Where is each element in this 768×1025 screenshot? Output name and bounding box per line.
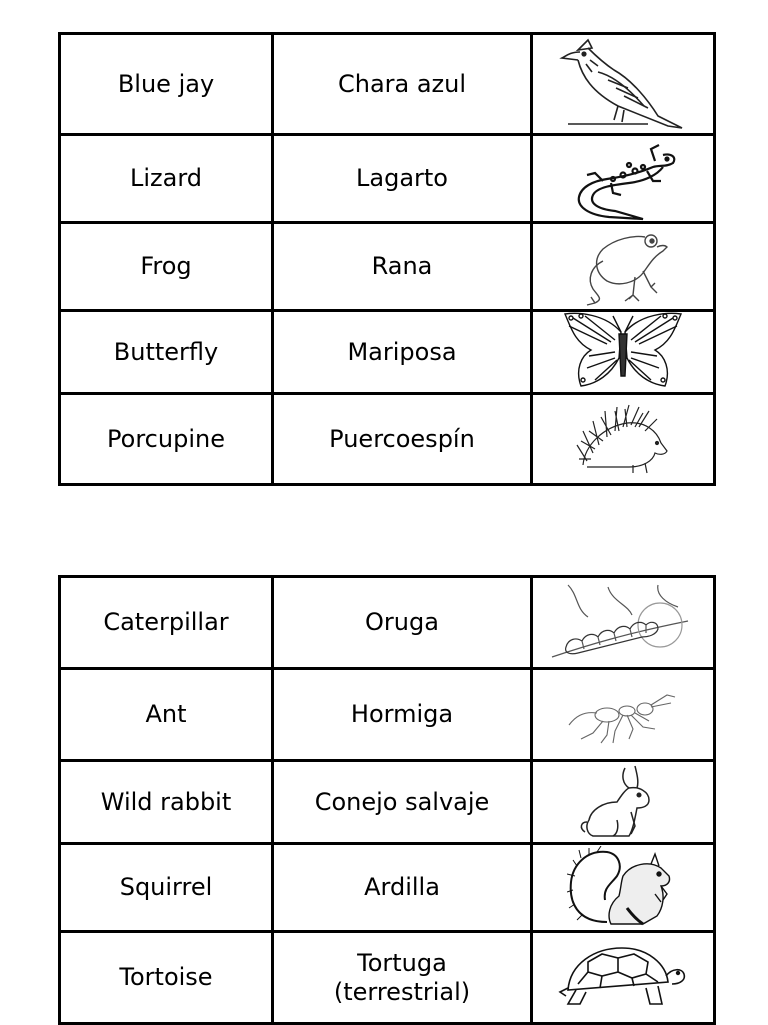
english-word: Ant: [60, 669, 273, 761]
table-row: [60, 135, 715, 223]
spanish-word: Ardilla: [273, 844, 532, 932]
tortoise-icon: [558, 940, 688, 1016]
butterfly-icon: [561, 312, 685, 392]
table-row: [60, 761, 715, 844]
porcupine-icon: [573, 401, 673, 477]
animal-picture: [532, 223, 715, 311]
vocabulary-table-2: [58, 575, 716, 1025]
english-word: Butterfly: [60, 311, 273, 394]
table-row: [60, 311, 715, 394]
english-word: Lizard: [60, 135, 273, 223]
table-row: [60, 223, 715, 311]
table-row: [60, 394, 715, 485]
animal-picture: [532, 394, 715, 485]
english-word: Tortoise: [60, 932, 273, 1024]
frog-icon: [573, 227, 673, 307]
caterpillar-icon: [548, 581, 698, 665]
animal-picture: [532, 577, 715, 669]
english-word: Blue jay: [60, 34, 273, 135]
spanish-word: Oruga: [273, 577, 532, 669]
blue-jay-icon: [558, 36, 688, 132]
table-row: [60, 844, 715, 932]
spanish-word: [273, 932, 532, 1024]
vocabulary-table-1: [58, 32, 716, 486]
spanish-word-line-1: Tortuga: [357, 948, 447, 977]
ant-icon: [563, 677, 683, 753]
table-row: [60, 932, 715, 1024]
spanish-word: Rana: [273, 223, 532, 311]
spanish-word: Conejo salvaje: [273, 761, 532, 844]
spanish-word: Lagarto: [273, 135, 532, 223]
animal-picture: [532, 34, 715, 135]
animal-picture: [532, 669, 715, 761]
spanish-word: Mariposa: [273, 311, 532, 394]
english-word: Caterpillar: [60, 577, 273, 669]
english-word: Frog: [60, 223, 273, 311]
english-word: Squirrel: [60, 844, 273, 932]
english-word: Wild rabbit: [60, 761, 273, 844]
animal-picture: [532, 932, 715, 1024]
spanish-word: Puercoespín: [273, 394, 532, 485]
spanish-word: Chara azul: [273, 34, 532, 135]
spanish-word: Hormiga: [273, 669, 532, 761]
lizard-icon: [563, 137, 683, 221]
animal-picture: [532, 761, 715, 844]
rabbit-icon: [573, 762, 673, 842]
animal-picture: [532, 311, 715, 394]
table-row: [60, 34, 715, 135]
table-row: [60, 669, 715, 761]
animal-picture: [532, 135, 715, 223]
squirrel-icon: [567, 846, 679, 930]
spanish-word-line-2: (terrestrial): [333, 977, 471, 1006]
english-word: Porcupine: [60, 394, 273, 485]
table-row: [60, 577, 715, 669]
animal-picture: [532, 844, 715, 932]
